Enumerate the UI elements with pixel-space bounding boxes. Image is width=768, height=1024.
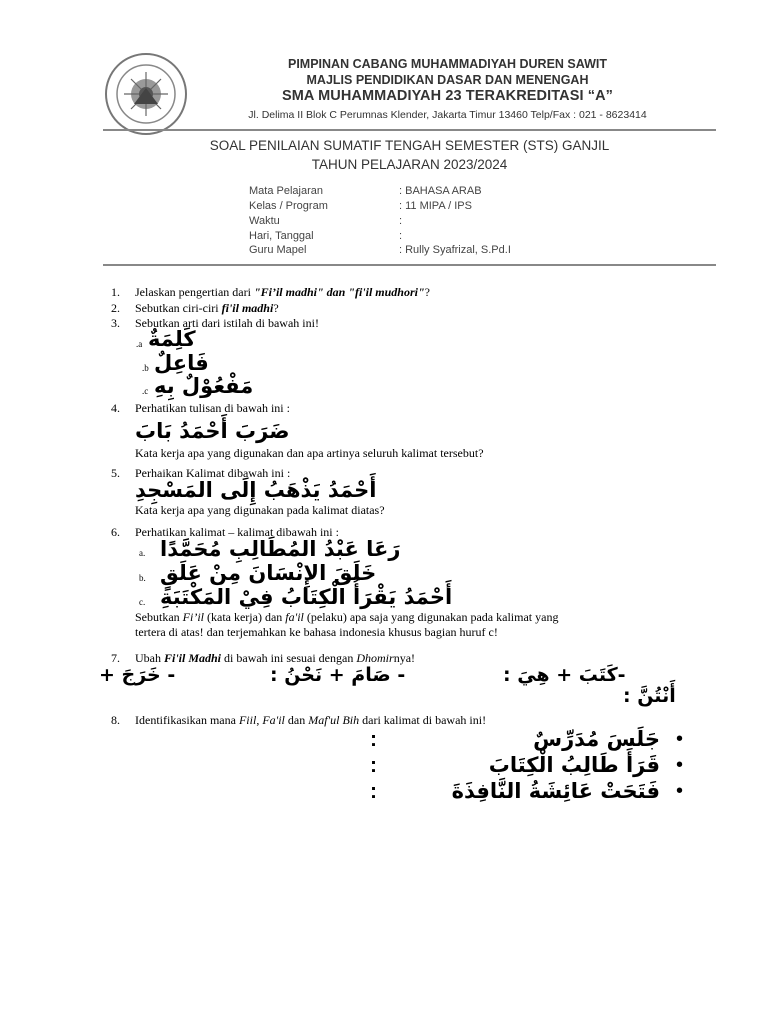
q3-item-label: .c bbox=[142, 386, 149, 396]
q3-item-arabic: فَاعِلٌ bbox=[154, 351, 209, 375]
question-3: Sebutkan arti dari istilah di bawah ini! bbox=[135, 316, 319, 330]
q5-number: 5. bbox=[111, 466, 120, 480]
bullet-icon: • bbox=[676, 754, 684, 776]
q6-item-arabic: رَعَا عَبْدُ المُطَالِبِ مُحَمَّدًا bbox=[160, 537, 401, 561]
header-line1: PIMPINAN CABANG MUHAMMADIYAH DUREN SAWIT bbox=[288, 57, 607, 71]
q6-follow-line1: Sebutkan Fi’il (kata kerja) dan fa'il (pelaku) apa saja yang digunakan pada kalimat yang bbox=[135, 610, 559, 624]
q3-number: 3. bbox=[111, 316, 120, 330]
q4-follow: Kata kerja apa yang digunakan dan apa artinya seluruh kalimat tersebut? bbox=[135, 446, 484, 460]
question-1: Jelaskan pengertian dari "Fi’il madhi" dan "fi'il mudhori"? bbox=[135, 285, 430, 299]
info-value: : 11 MIPA / IPS bbox=[399, 200, 472, 212]
q8-item-colon: : bbox=[370, 728, 377, 751]
q8-item-colon: : bbox=[370, 754, 377, 777]
info-value: : bbox=[399, 215, 403, 227]
exam-year: TAHUN PELAJARAN 2023/2024 bbox=[311, 157, 508, 172]
q6-follow-line2: tertera di atas! dan terjemahkan ke bahasa indonesia khusus bagian huruf c! bbox=[135, 625, 498, 639]
q3-item-arabic: كَلِمَةٌ bbox=[148, 327, 196, 351]
info-value: : Rully Syafrizal, S.Pd.I bbox=[399, 244, 511, 256]
info-label: Mata Pelajaran bbox=[249, 185, 323, 197]
q4-number: 4. bbox=[111, 401, 120, 415]
q6-item-arabic: خَلَقَ الإِنْسَانَ مِنْ عَلَقٍ bbox=[160, 561, 377, 585]
q7-row1-c: - خَرَجَ + bbox=[99, 664, 176, 686]
question-7: Ubah Fi'il Madhi di bawah ini sesuai dengan Dhomirnya! bbox=[135, 651, 416, 665]
header-line2: MAJLIS PENDIDIKAN DASAR DAN MENENGAH bbox=[306, 73, 589, 87]
bullet-icon: • bbox=[676, 728, 684, 750]
school-name: SMA MUHAMMADIYAH 23 TERAKREDITASI “A” bbox=[281, 88, 614, 104]
q3-item-label: .b bbox=[142, 363, 149, 373]
q8-number: 8. bbox=[111, 713, 120, 727]
q6-item-label: a. bbox=[139, 548, 146, 558]
q8-item-colon: : bbox=[370, 780, 377, 803]
q5-follow: Kata kerja apa yang digunakan pada kalimat diatas? bbox=[135, 503, 385, 517]
info-value: : bbox=[399, 230, 403, 242]
bullet-icon: • bbox=[676, 780, 684, 802]
exam-title: SOAL PENILAIAN SUMATIF TENGAH SEMESTER (STS) GANJIL bbox=[209, 138, 610, 153]
q4-arabic: ضَرَبَ أَحْمَدُ بَابَ bbox=[135, 419, 290, 443]
q6-item-label: c. bbox=[139, 597, 146, 607]
q7-row1-a: -كَتَبَ + هِيَ : bbox=[503, 664, 626, 686]
question-6: Perhatikan kalimat – kalimat dibawah ini : bbox=[135, 525, 339, 539]
info-label: Kelas / Program bbox=[249, 200, 328, 212]
q3-item-label: .a bbox=[136, 339, 143, 349]
question-8: Identifikasikan mana Fiil, Fa'il dan Maf'ul Bih dari kalimat di bawah ini! bbox=[135, 713, 487, 727]
info-rule bbox=[103, 264, 716, 266]
info-label: Guru Mapel bbox=[249, 244, 307, 256]
q6-item-label: b. bbox=[139, 573, 146, 583]
question-4: Perhatikan tulisan di bawah ini : bbox=[135, 401, 290, 415]
question-2: Sebutkan ciri-ciri fi'il madhi? bbox=[135, 301, 279, 315]
school-address: Jl. Delima II Blok C Perumnas Klender, Jakarta Timur 13460 Telp/Fax : 021 - 8623414 bbox=[248, 109, 647, 121]
info-value: : BAHASA ARAB bbox=[399, 185, 482, 197]
q8-item-arabic: جَلَسَ مُدَرِّسٌ bbox=[533, 727, 660, 751]
school-logo bbox=[104, 52, 188, 136]
q8-item-arabic: فَتَحَتْ عَائِشَةُ النَّافِذَةَ bbox=[451, 779, 660, 803]
q1-number: 1. bbox=[111, 285, 120, 299]
q7-number: 7. bbox=[111, 651, 120, 665]
question-5: Perhaikan Kalimat dibawah ini : bbox=[135, 466, 291, 480]
info-label: Waktu bbox=[249, 215, 280, 227]
info-label: Hari, Tanggal bbox=[249, 230, 314, 242]
q7-row2: أَنْتُنَّ : bbox=[623, 685, 676, 707]
q3-item-arabic: مَفْعُوْلٌ بِهِ bbox=[154, 374, 254, 398]
q6-number: 6. bbox=[111, 525, 120, 539]
q8-item-arabic: قَرَأَ طَالِبُ الْكِتَابَ bbox=[488, 753, 660, 777]
q2-number: 2. bbox=[111, 301, 120, 315]
q5-arabic: أَحْمَدُ يَذْهَبُ إِلَى المَسْجِدِ bbox=[135, 478, 377, 502]
q6-item-arabic: أَحْمَدُ يَقْرَأُ الْكِتَابُ فِيْ المَكْتَبَةِ bbox=[160, 585, 453, 609]
q7-row1-b: - صَامَ + نَحْنُ : bbox=[270, 664, 406, 686]
header-rule bbox=[103, 129, 716, 131]
